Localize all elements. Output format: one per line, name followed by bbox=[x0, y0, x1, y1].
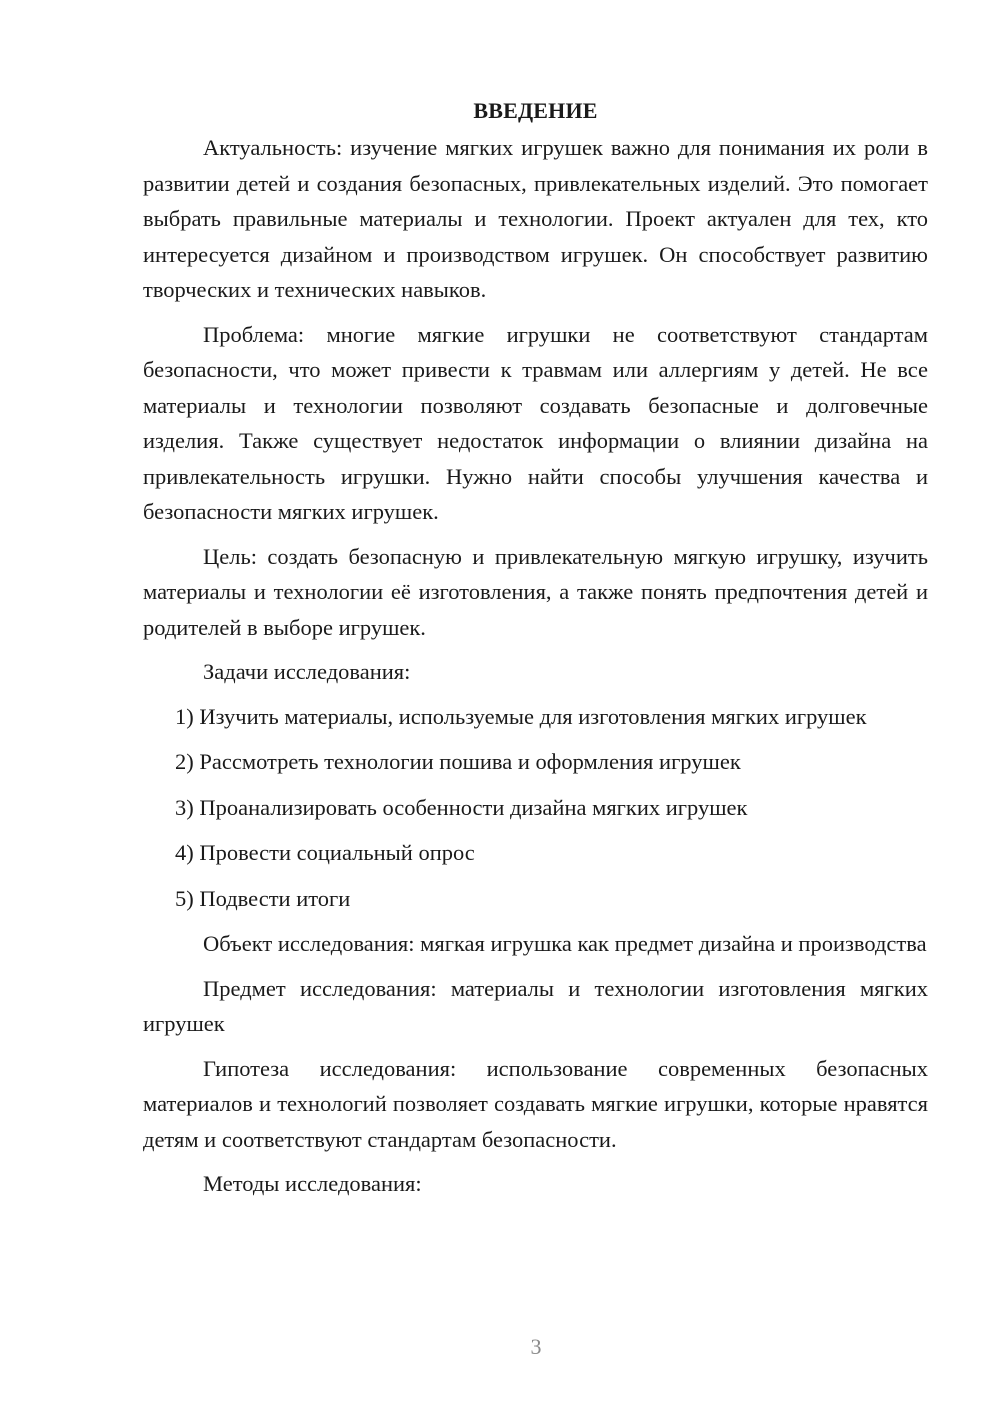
page-number: 3 bbox=[530, 1334, 542, 1359]
task-item-2: 2) Рассмотреть технологии пошива и оформления игрушек bbox=[175, 749, 741, 774]
task-item-1: 1) Изучить материалы, используемые для изготовления мягких игрушек bbox=[175, 703, 867, 729]
body-text bbox=[143, 130, 928, 1202]
relevance-paragraph: Актуальность: изучение мягких игрушек важно для понимания их роли в развитии детей и создания безопасных, привлекательных изделий. Это помогает выбрать правильные материалы и технологии. Проект актуален для тех, кто интересуется дизайном и производством игрушек. Он способствует развитию творческих и технических навыков. bbox=[143, 135, 928, 302]
task-item-4: 4) Провести социальный опрос bbox=[175, 840, 475, 865]
page-content bbox=[143, 96, 928, 1211]
object-paragraph: Объект исследования: мягкая игрушка как предмет дизайна и производства bbox=[203, 931, 927, 956]
methods-heading: Методы исследования: bbox=[203, 1171, 422, 1196]
task-item-3: 3) Проанализировать особенности дизайна мягких игрушек bbox=[175, 794, 748, 820]
goal-paragraph: Цель: создать безопасную и привлекательную мягкую игрушку, изучить материалы и технологии её изготовления, а также понять предпочтения детей и родителей в выборе игрушек. bbox=[143, 543, 928, 640]
tasks-heading: Задачи исследования: bbox=[203, 659, 411, 684]
hypothesis-paragraph: Гипотеза исследования: использование современных безопасных материалов и технологий позволяет создавать мягкие игрушки, которые нравятся детям и соответствуют стандартам безопасности. bbox=[143, 1055, 928, 1152]
page-title: ВВЕДЕНИЕ bbox=[473, 98, 598, 123]
task-item-5: 5) Подвести итоги bbox=[175, 885, 351, 911]
subject-paragraph: Предмет исследования: материалы и технологии изготовления мягких игрушек bbox=[143, 975, 928, 1036]
problem-paragraph: Проблема: многие мягкие игрушки не соответствуют стандартам безопасности, что может привести к травмам или аллергиям у детей. Не все материалы и технологии позволяют создавать безопасные и долговечные изделия. Также существует недостаток информации о влиянии дизайна на привлекательность игрушки. Нужно найти способы улучшения качества и безопасности мягких игрушек. bbox=[143, 321, 928, 524]
